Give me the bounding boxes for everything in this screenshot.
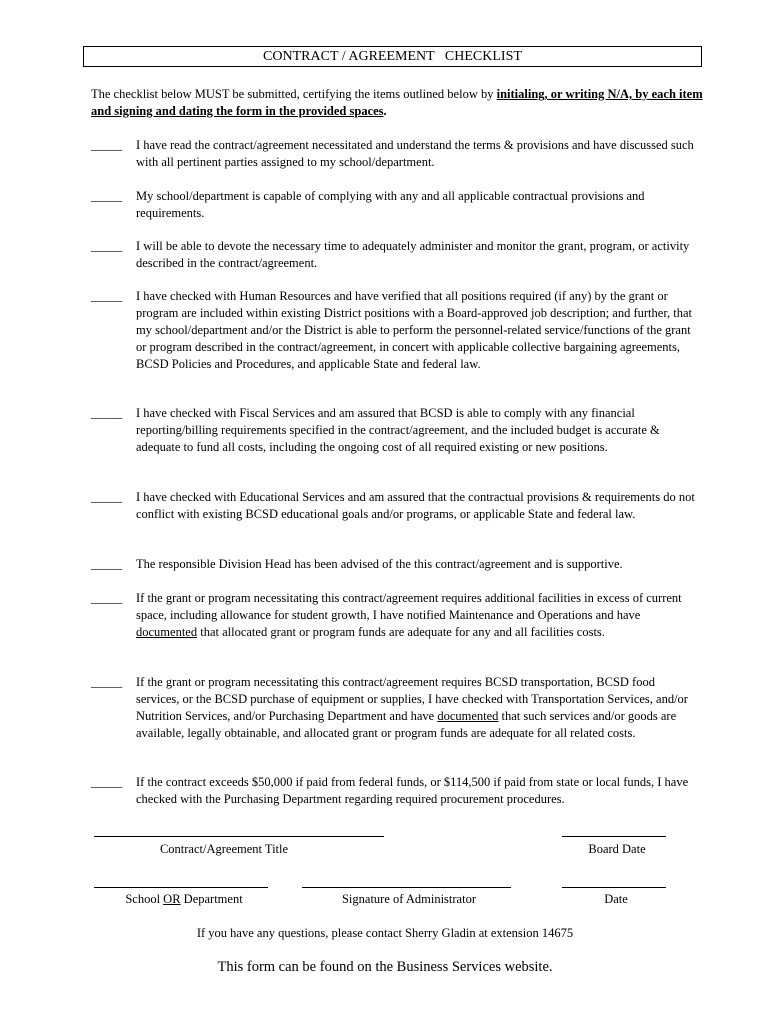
instructions-paragraph [91, 86, 711, 120]
item-text-before: If the grant or program necessitating this contract/agreement requires additional facilities in excess of current space, including allowance for student growth, I have notified Maintenance and Operations and have [136, 591, 682, 622]
item-text-before: If the grant or program necessitating this contract/agreement requires BCSD transportation, BCSD food services, or the BCSD purchase of equipment or supplies, I have checked with Transportation Services, and/or Nutrition Services, and/or Purchasing Department and have [136, 675, 688, 723]
item-text-underlined: documented [136, 625, 198, 639]
instructions-emphasis: initialing, or writing N/A, by each item and signing and dating the form in the provided spaces [91, 87, 703, 118]
checklist-item-text: I have checked with Educational Services and am assured that the contractual provisions & requirements do not conflict with existing BCSD educational goals and/or programs, or applicable State and federal law. [136, 490, 695, 521]
school-label-prefix: School [125, 892, 164, 906]
initial-blank[interactable]: _____ [91, 490, 123, 504]
date-label: Date [604, 892, 628, 906]
initial-blank[interactable]: _____ [91, 775, 123, 789]
initial-blank[interactable]: _____ [91, 557, 123, 571]
board-date-line[interactable] [562, 836, 666, 837]
contact-note: If you have any questions, please contact Sherry Gladin at extension 14675 [196, 926, 574, 940]
school-department-label [94, 891, 274, 908]
initial-blank[interactable]: _____ [91, 406, 123, 420]
website-note: This form can be found on the Business Services website. [217, 959, 553, 975]
initial-blank[interactable]: _____ [91, 189, 123, 203]
checklist-item-text: I have checked with Human Resources and have verified that all positions required (if any) by the grant or program are included within existing District positions with a Board-approved job description; and further, that my school/department and/or the District is able to perform the personnel-related service/functions of the grant or program described in the contract/agreement, in concert with applicable collective bargaining agreements, BCSD Policies and Procedures, and applicable State and federal law. [136, 289, 692, 371]
item-text-after: that allocated grant or program funds are adequate for any and all facilities costs. [197, 625, 605, 639]
school-label-suffix: Department [180, 892, 243, 906]
checklist-item-text [136, 590, 701, 641]
checklist-item-text: I have checked with Fiscal Services and am assured that BCSD is able to comply with any financial reporting/billing requirements specified in the contract/agreement, and the included budget is accurate & adequate to fund all costs, including the ongoing cost of all required existing or new positions. [136, 406, 660, 454]
item-text-underlined: documented [437, 709, 499, 723]
instructions-period: . [383, 104, 387, 118]
item-text-after: that such services and/or goods are available, legally obtainable, and allocated grant or program funds are adequate for all related costs. [136, 709, 677, 740]
checklist-item-text: I will be able to devote the necessary time to adequately administer and monitor the grant, program, or activity described in the contract/agreement. [136, 239, 690, 270]
initial-blank[interactable]: _____ [91, 591, 123, 605]
instructions-text: The checklist below MUST be submitted, certifying the items outlined below by [91, 87, 497, 101]
checklist-item-text: If the contract exceeds $50,000 if paid from federal funds, or $114,500 if paid from state or local funds, I have checked with the Purchasing Department regarding required procurement procedures. [136, 775, 689, 806]
date-line[interactable] [562, 887, 666, 888]
checklist-item-text: I have read the contract/agreement necessitated and understand the terms & provisions and have discussed such with all pertinent parties assigned to my school/department. [136, 138, 694, 169]
school-department-line[interactable] [94, 887, 268, 888]
initial-blank[interactable]: _____ [91, 289, 123, 303]
contract-title-label: Contract/Agreement Title [159, 842, 289, 856]
initial-blank[interactable]: _____ [91, 138, 123, 152]
school-label-or: OR [163, 892, 181, 906]
form-title: CONTRACT / AGREEMENT CHECKLIST [83, 46, 702, 67]
checklist-item-text: My school/department is capable of complying with any and all applicable contractual provisions and requirements. [136, 189, 645, 220]
checklist-item-text [136, 674, 701, 742]
board-date-label: Board Date [588, 842, 646, 856]
checklist-item-text: The responsible Division Head has been advised of the this contract/agreement and is supportive. [136, 557, 623, 571]
initial-blank[interactable]: _____ [91, 675, 123, 689]
contract-title-line[interactable] [94, 836, 384, 837]
administrator-signature-line[interactable] [302, 887, 511, 888]
administrator-signature-label: Signature of Administrator [341, 892, 476, 906]
initial-blank[interactable]: _____ [91, 239, 123, 253]
